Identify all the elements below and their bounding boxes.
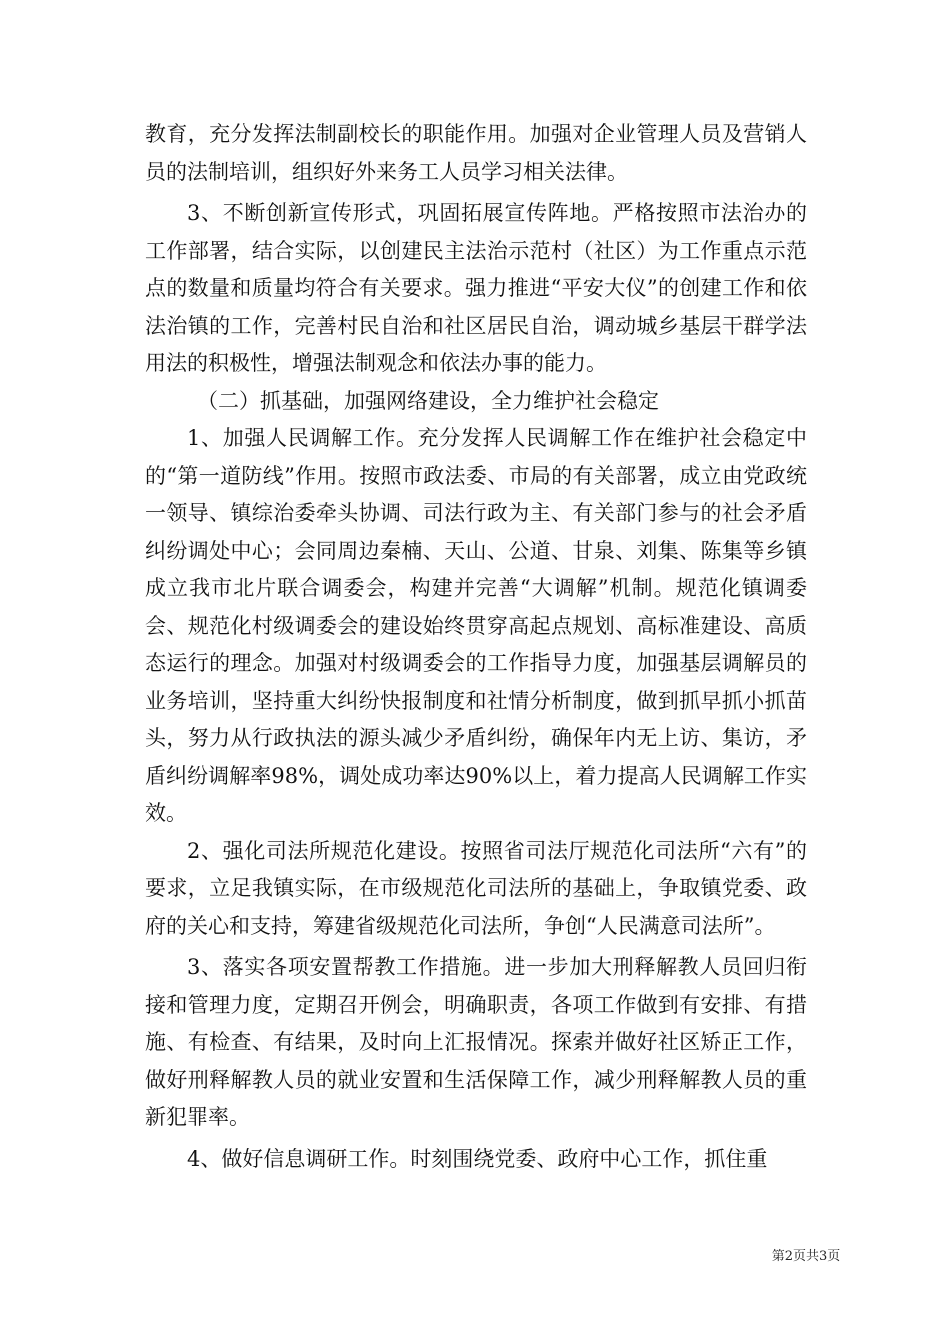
- paragraph-continuation: 教育，充分发挥法制副校长的职能作用。加强对企业管理人员及营销人员的法制培训，组织好外来务工人员学习相关法律。: [145, 122, 807, 184]
- page-footer: [0, 1249, 950, 1265]
- page-number: 第2页共3页: [771, 1249, 841, 1264]
- paragraph-2-judicial-office: 2、强化司法所规范化建设。按照省司法厅规范化司法所“六有”的要求，立足我镇实际，在市级规范化司法所的基础上，争取镇党委、政府的关心和支持，筹建省级规范化司法所，争创“人民满意司法所”。: [145, 838, 807, 938]
- paragraph-1-mediation: 1、加强人民调解工作。充分发挥人民调解工作在维护社会稳定中的“第一道防线”作用。按照市政法委、市局的有关部署，成立由党政统一领导、镇综治委牵头协调、司法行政为主、有关部门参与的社会矛盾纠纷调处中心；会同周边秦楠、天山、公道、甘泉、刘集、陈集等乡镇成立我市北片联合调委会，构建并完善“大调解”机制。规范化镇调委会、规范化村级调委会的建设始终贯穿高起点规划、高标准建设、高质态运行的理念。加强对村级调委会的工作指导力度，加强基层调解员的业务培训，坚持重大纠纷快报制度和社情分析制度，做到抓早抓小抓苗头，努力从行政执法的源头减少矛盾纠纷，确保年内无上访、集访，矛盾纠纷调解率98%，调处成功率达90%以上，着力提高人民调解工作实效。: [145, 426, 807, 825]
- body-text: [145, 116, 807, 1178]
- section-heading-2: （二）抓基础，加强网络建设，全力维护社会稳定: [197, 388, 659, 413]
- paragraph-4-research: 4、做好信息调研工作。时刻围绕党委、政府中心工作，抓住重: [187, 1146, 768, 1171]
- paragraph-3-resettlement: 3、落实各项安置帮教工作措施。进一步加大刑释解教人员回归衔接和管理力度，定期召开例会，明确职责，各项工作做到有安排、有措施、有检查、有结果，及时向上汇报情况。探索并做好社区矫正工作，做好刑释解教人员的就业安置和生活保障工作，减少刑释解教人员的重新犯罪率。: [145, 955, 807, 1129]
- paragraph-3-publicity: 3、不断创新宣传形式，巩固拓展宣传阵地。严格按照市法治办的工作部署，结合实际，以创建民主法治示范村（社区）为工作重点示范点的数量和质量均符合有关要求。强力推进“平安大仪”的创建工作和依法治镇的工作，完善村民自治和社区居民自治，调动城乡基层干群学法用法的积极性，增强法制观念和依法办事的能力。: [145, 201, 807, 375]
